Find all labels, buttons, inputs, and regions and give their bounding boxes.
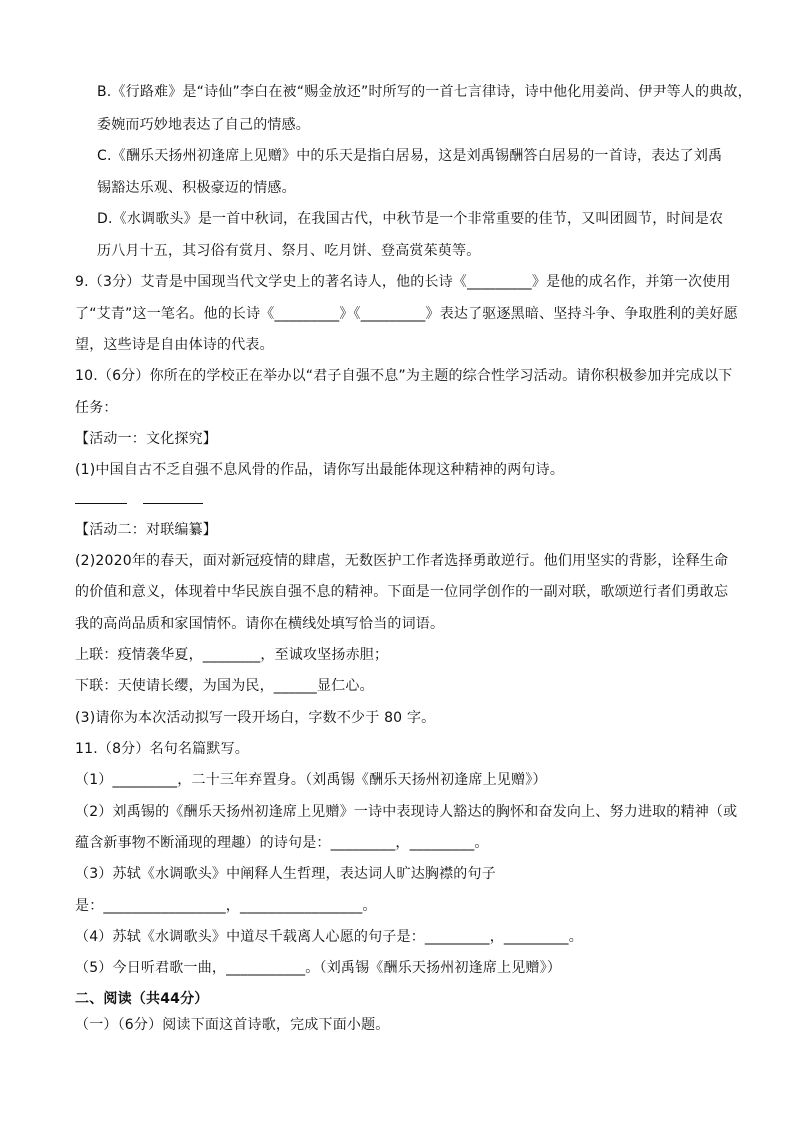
question-11-item-3-line-2: 是：_________________，_________________。: [75, 898, 377, 914]
question-10-line-1: 10.（6分）你所在的学校正在举办以“君子自强不息”为主题的综合性学习活动。请你积极参加并完成以下: [75, 368, 733, 384]
question-11-item-4: （4）苏轼《水调歌头》中道尽千载离人心愿的句子是：_________，_________。: [75, 929, 583, 945]
activity-1-task: (1)中国自古不乏自强不息风骨的作品，请你写出最能体现这种精神的两句诗。: [75, 462, 565, 478]
section-2-heading: 二、阅读（共44分）: [75, 991, 209, 1007]
question-11-item-1: （1）_________，二十三年弃置身。（刘禹锡《酬乐天扬州初逢席上见赠》）: [75, 772, 547, 788]
answer-blank-1: [75, 503, 127, 504]
question-11-item-2-line-1: （2）刘禹锡的《酬乐天扬州初逢席上见赠》一诗中表现诗人豁达的胸怀和奋发向上、努力进取的精神（或: [75, 804, 738, 820]
activity-2-line-2: 的价值和意义，体现着中华民族自强不息的精神。下面是一位同学创作的一副对联，歌颂逆行者们勇敢忘: [75, 584, 729, 600]
option-d-line-1: D.《水调歌头》是一首中秋词，在我国古代，中秋节是一个非常重要的佳节，又叫团圆节，时间是农: [97, 211, 724, 227]
question-11-heading: 11.（8分）名句名篇默写。: [75, 741, 249, 757]
question-9-line-1: 9.（3分）艾青是中国现当代文学史上的著名诗人，他的长诗《_________》是他的成名作，并第一次使用: [75, 274, 731, 290]
question-11-item-5: （5）今日听君歌一曲，___________。（刘禹锡《酬乐天扬州初逢席上见赠》）: [75, 960, 562, 976]
question-10-line-2: 任务：: [75, 400, 118, 416]
question-9-line-3: 望，这些诗是自由体诗的代表。: [75, 337, 274, 353]
activity-2-heading: 【活动二：对联编纂】: [75, 522, 217, 538]
activity-1-heading: 【活动一：文化探究】: [75, 431, 217, 447]
question-11-item-3-line-1: （3）苏轼《水调歌头》中阐释人生哲理，表达词人旷达胸襟的句子: [75, 866, 496, 882]
activity-2-line-1: (2)2020年的春天，面对新冠疫情的肆虐，无数医护工作者选择勇敢逆行。他们用坚实的背影，诠释生命: [75, 553, 729, 569]
option-c-line-2: 锡豁达乐观、积极豪迈的情感。: [97, 180, 296, 196]
answer-blank-2: [143, 503, 203, 504]
reading-part-1-intro: （一）（6分）阅读下面这首诗歌，完成下面小题。: [75, 1017, 390, 1033]
question-9-line-2: 了“艾青”这一笔名。他的长诗《_________》《_________》表达了驱逐黑暗、坚持斗争、争取胜利的美好愿: [75, 306, 738, 322]
option-b-line-2: 委婉而巧妙地表达了自己的情感。: [97, 117, 310, 133]
option-c-line-1: C.《酬乐天扬州初逢席上见赠》中的乐天是指白居易，这是刘禹锡酬答白居易的一首诗，表达了刘禹: [97, 148, 723, 164]
activity-3-task: (3)请你为本次活动拟写一段开场白，字数不少于 80 字。: [75, 710, 436, 726]
option-b-line-1: B.《行路难》是“诗仙”李白在被“赐金放还”时所写的一首七言律诗，诗中他化用姜尚、伊尹等人的典故，: [97, 84, 752, 100]
couplet-upper: 上联：疫情袭华夏，________，至诚攻坚扬赤胆；: [75, 647, 389, 663]
activity-2-line-3: 我的高尚品质和家国情怀。请你在横线处填写恰当的词语。: [75, 616, 445, 632]
option-d-line-2: 历八月十五，其习俗有赏月、祭月、吃月饼、登高赏茱萸等。: [97, 243, 481, 259]
couplet-lower: 下联：天使请长缨，为国为民，______显仁心。: [75, 678, 374, 694]
question-11-item-2-line-2: 蕴含新事物不断涌现的理趣）的诗句是：_________，_________。: [75, 835, 489, 851]
